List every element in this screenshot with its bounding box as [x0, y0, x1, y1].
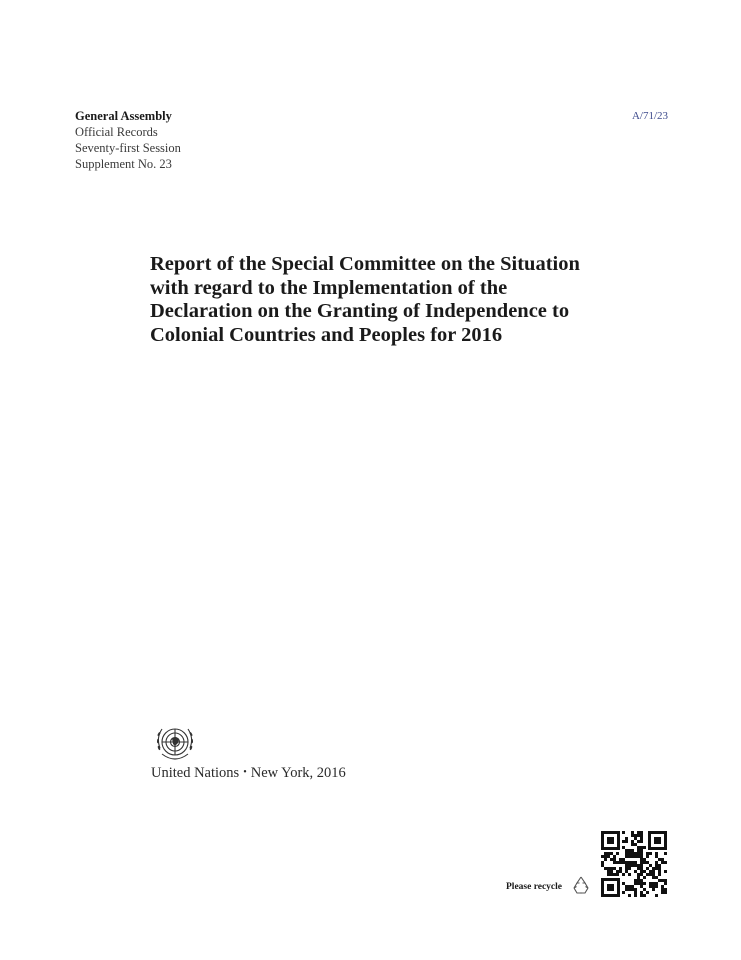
supplement-line: Supplement No. 23 [75, 157, 172, 171]
place-year: New York, 2016 [250, 765, 346, 781]
organ-name: General Assembly [75, 109, 172, 123]
session-line: Seventy-first Session [75, 141, 181, 155]
recycle-icon [570, 874, 592, 896]
document-title: Report of the Special Committee on the Situation with regard to the Implementation of the Declaration on the Granting of Independence to Colonial Countries and Peoples for 2016 [150, 253, 580, 346]
publisher: United Nations [151, 765, 240, 781]
qr-code [600, 830, 668, 898]
records-line: Official Records [75, 125, 158, 139]
publication-imprint [151, 764, 346, 782]
imprint-separator: • [243, 767, 247, 778]
recycle-note: Please recycle [506, 882, 562, 892]
document-symbol: A/71/23 [631, 110, 668, 122]
document-header [75, 108, 181, 172]
un-emblem-icon [150, 722, 200, 766]
